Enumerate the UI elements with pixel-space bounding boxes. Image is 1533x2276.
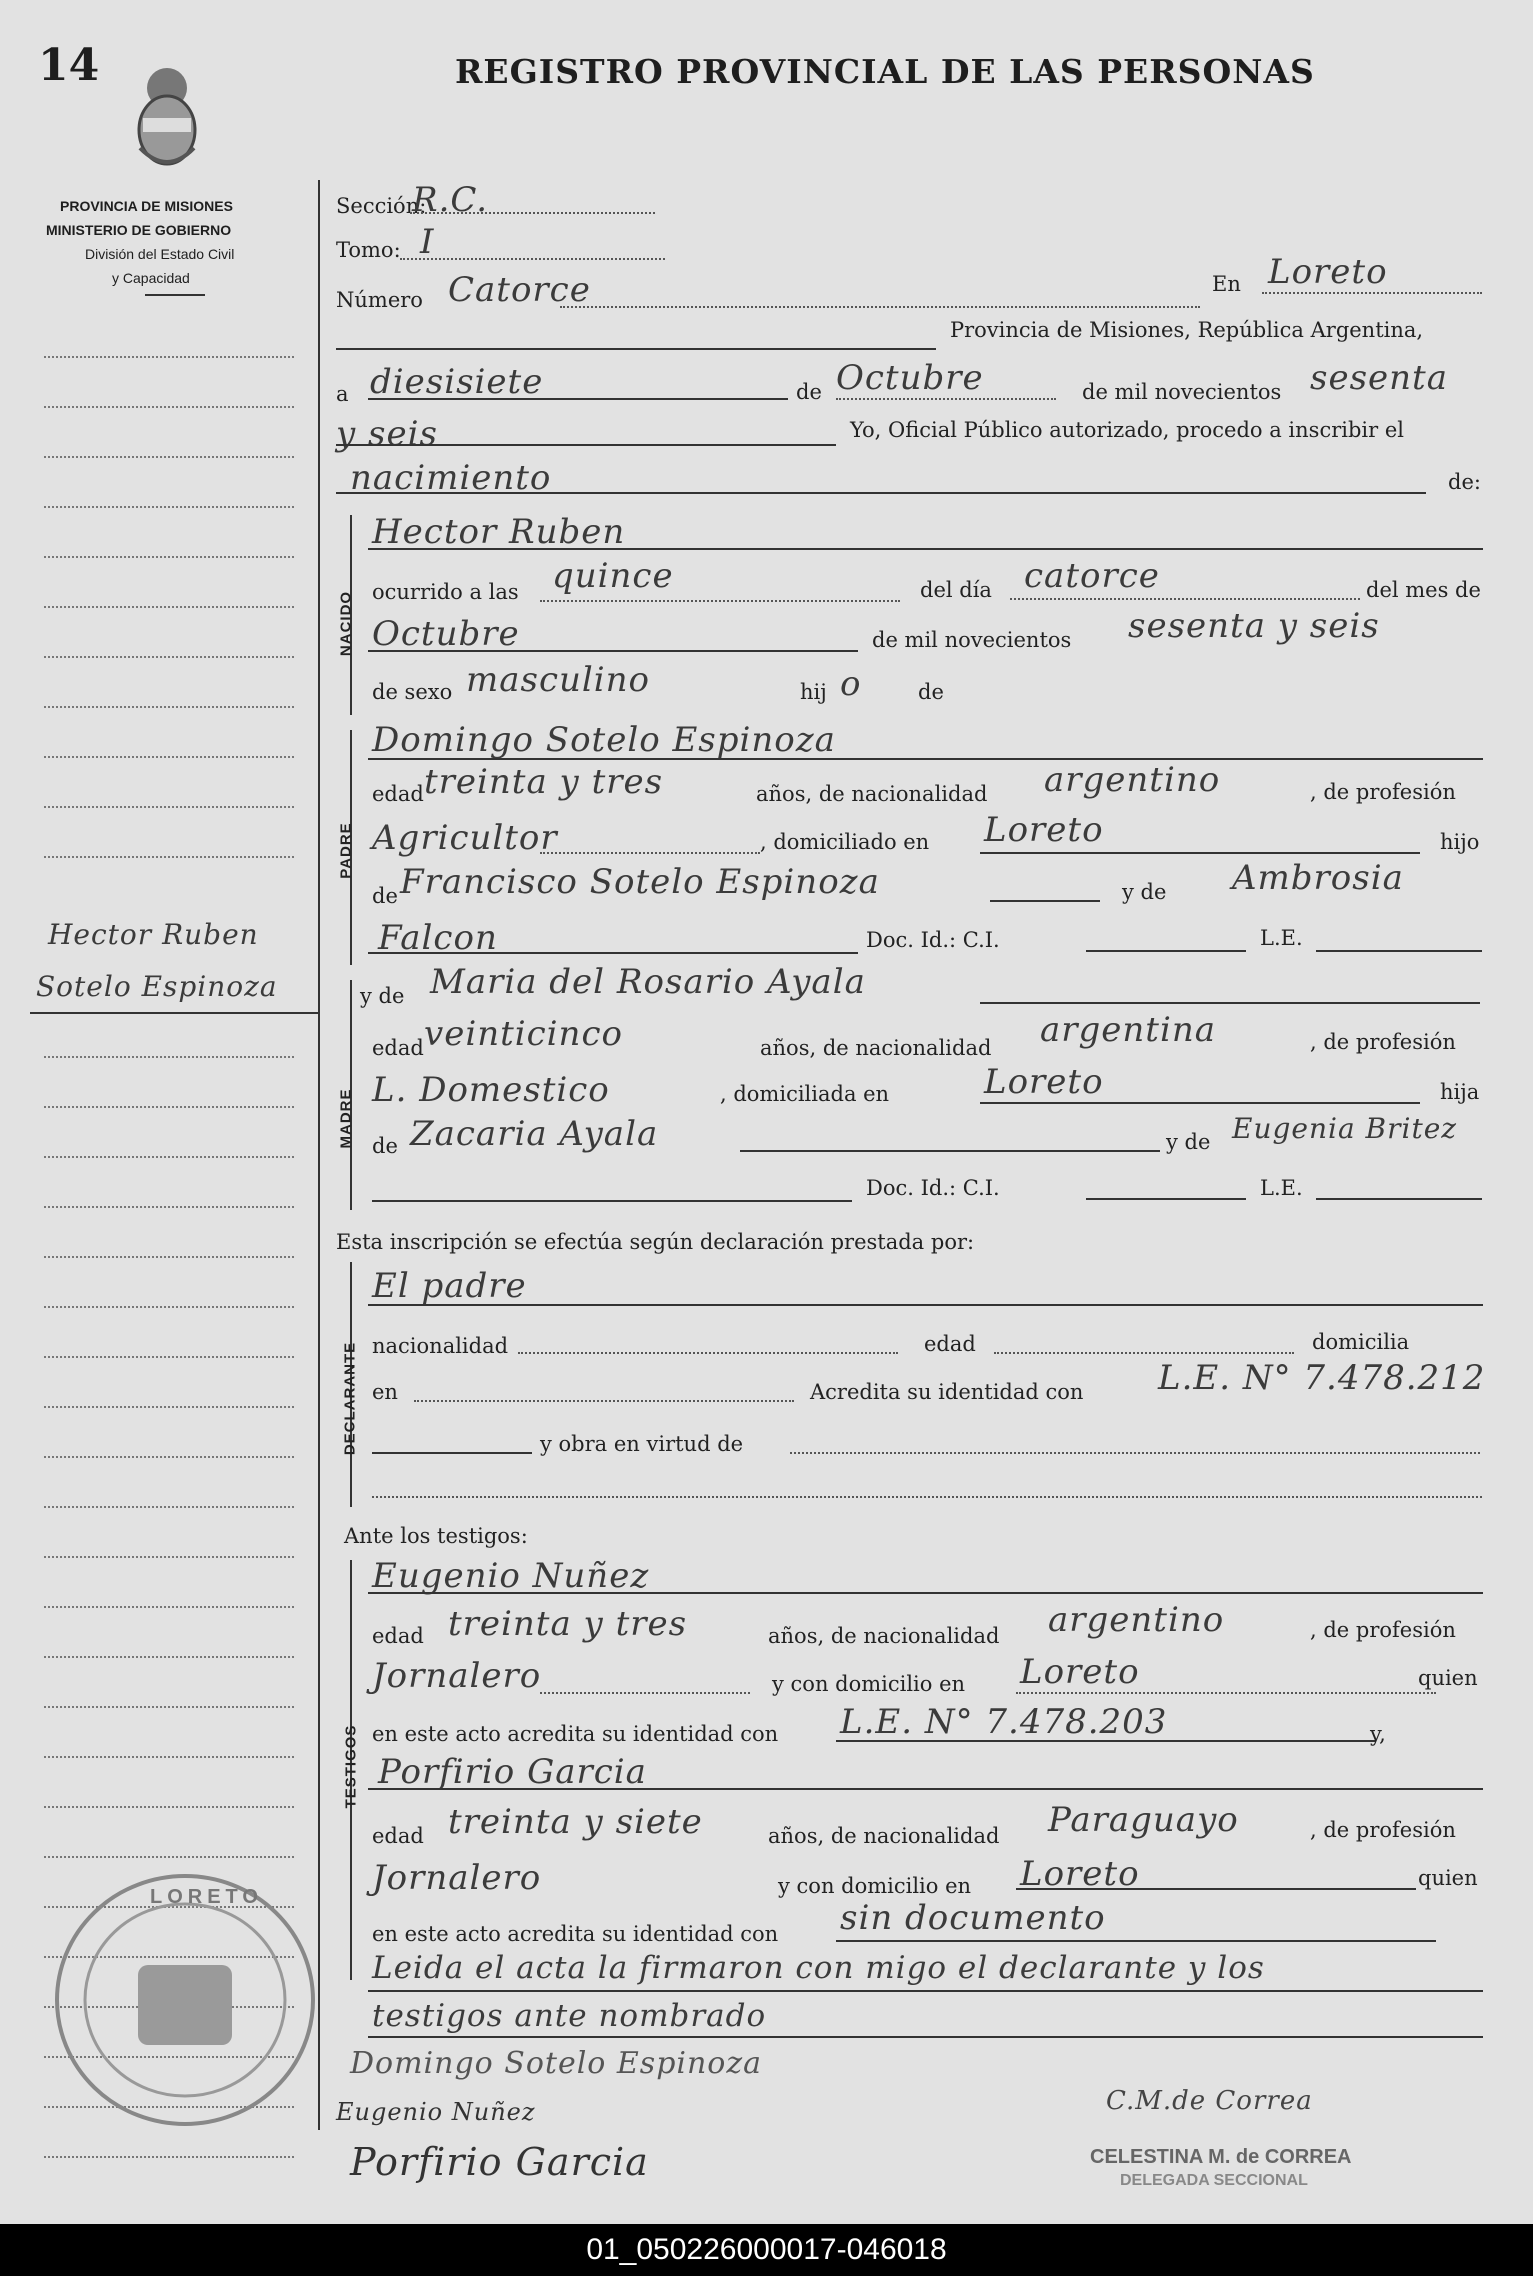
acto-value: nacimiento <box>350 458 552 498</box>
margin-note-name: Hector Ruben <box>48 918 259 951</box>
decl-edad-label: edad <box>924 1332 976 1356</box>
padre-nac-value: argentino <box>1044 760 1221 800</box>
t2-quien-label: quien <box>1418 1866 1478 1890</box>
tomo-label: Tomo: <box>336 238 401 262</box>
margin-rule-line <box>44 656 294 658</box>
nombre-value: Hector Ruben <box>372 512 626 552</box>
margin-rule-line <box>44 356 294 358</box>
madre-dom-label: , domiciliada en <box>720 1082 890 1106</box>
hora-value: quince <box>552 556 674 596</box>
margin-rule-line <box>44 706 294 708</box>
margin-rule-line <box>44 1556 294 1558</box>
document-title: REGISTRO PROVINCIAL DE LAS PERSONAS <box>455 52 1315 91</box>
sexo-label: de sexo <box>372 680 453 704</box>
testigos-side-label: TESTIGOS <box>342 1724 360 1809</box>
testigo1-line <box>368 1592 1483 1594</box>
margin-rule-line <box>44 806 294 808</box>
anio-nac-value: sesenta y seis <box>1128 606 1380 646</box>
anio2-value: y seis <box>336 414 438 454</box>
numero-label: Número <box>336 288 423 312</box>
t2-dom-line <box>1016 1888 1416 1890</box>
signature-domingo: Domingo Sotelo Espinoza <box>350 2046 763 2081</box>
acredita-label: Acredita su identidad con <box>810 1380 1084 1404</box>
lugar-value: Loreto <box>1268 252 1388 292</box>
padre-ci-line <box>1086 950 1246 952</box>
abuelo-m-value: Zacaria Ayala <box>410 1114 659 1154</box>
abuelo-m-line <box>740 1150 1160 1152</box>
t2-doc-line <box>836 1940 1436 1942</box>
testigo2-value: Porfirio Garcia <box>378 1752 647 1792</box>
madre-prof-value: L. Domestico <box>372 1070 610 1110</box>
mes-nac-line <box>368 650 858 652</box>
margin-rule-line <box>44 1406 294 1408</box>
margin-rule-line <box>44 756 294 758</box>
provincia-label: Provincia de Misiones, República Argentina, <box>950 318 1424 342</box>
mes-line <box>836 398 1056 400</box>
seccion-line <box>410 212 655 214</box>
provincia-line <box>336 348 936 350</box>
declarante-label: DECLARANTE <box>341 1341 359 1456</box>
lectura-line-2-rule <box>368 2036 1483 2038</box>
hora-line <box>540 600 900 602</box>
margin-rule-line <box>44 1656 294 1658</box>
declarante-doc-value: L.E. N° 7.478.212 <box>1158 1358 1486 1398</box>
hija-label: hija <box>1440 1080 1480 1104</box>
image-id-footer: 01_050226000017-046018 <box>0 2224 1533 2276</box>
dia-line <box>368 398 788 400</box>
padre-doc-label: Doc. Id.: C.I. <box>866 928 1000 952</box>
margin-rule-line <box>44 1606 294 1608</box>
officer-stamp-name: CELESTINA M. de CORREA <box>1090 2146 1352 2168</box>
madre-ci-line <box>1086 1198 1246 1200</box>
madre-nac-value: argentina <box>1040 1010 1217 1050</box>
margin-rule-line <box>44 506 294 508</box>
t1-prof-line <box>540 1692 750 1694</box>
madre-label: MADRE <box>337 1088 355 1149</box>
t2-doc-value: sin documento <box>840 1898 1106 1938</box>
t1-edad-value: treinta y tres <box>448 1604 688 1644</box>
seccion-label: Sección: <box>336 194 427 218</box>
mes-value: Octubre <box>836 358 984 398</box>
hij-label: hij <box>800 680 827 704</box>
t1-nac-value: argentino <box>1048 1600 1225 1640</box>
numero-line <box>560 306 1200 308</box>
hij-suffix: o <box>840 664 862 704</box>
en-label: En <box>1212 272 1241 296</box>
t1-edad-label: edad <box>372 1624 424 1648</box>
padre-dom-value: Loreto <box>984 810 1104 850</box>
testigo2-line <box>368 1788 1483 1790</box>
padre-prof-value: Agricultor <box>372 818 558 858</box>
t1-acredita-label: en este acto acredita su identidad con <box>372 1722 779 1746</box>
lectura-line-1: Leida el acta la firmaron con migo el declarante y los <box>372 1950 1265 1986</box>
hijo-label: hijo <box>1440 830 1480 854</box>
padre-prof-label: , de profesión <box>1310 780 1456 804</box>
margin-rule-line <box>44 606 294 608</box>
padre-dom-label: , domiciliado en <box>760 830 930 854</box>
decl-nac-line <box>518 1352 898 1354</box>
padre-anos-label: años, de nacionalidad <box>756 782 988 806</box>
madre-edad-label: edad <box>372 1036 424 1060</box>
page-number: 14 <box>38 40 100 91</box>
testigos-label: Ante los testigos: <box>344 1524 528 1548</box>
t2-acredita-label: en este acto acredita su identidad con <box>372 1922 779 1946</box>
nombre-line <box>368 548 1483 550</box>
office-line-4: y Capacidad <box>112 270 190 286</box>
hij-de-label: de <box>918 680 944 704</box>
seal-text: LORETO <box>150 1886 263 1908</box>
fecha-de-label: de <box>796 380 822 404</box>
lectura-line-2: testigos ante nombrado <box>372 1998 767 2034</box>
tomo-line <box>400 258 665 260</box>
padre-le-line <box>1316 950 1482 952</box>
officer-stamp-title: DELEGADA SECCIONAL <box>1120 2172 1308 2189</box>
fecha-a-label: a <box>336 382 349 406</box>
margin-rule-line <box>44 1306 294 1308</box>
declarante-line <box>368 1304 1483 1306</box>
madre-edad-value: veinticinco <box>424 1014 623 1054</box>
seccion-value: R.C. <box>412 180 489 220</box>
abuela-p1-value: Ambrosia <box>1232 858 1404 898</box>
madre-prof-label: , de profesión <box>1310 1030 1456 1054</box>
office-line-2: MINISTERIO DE GOBIERNO <box>46 222 232 238</box>
signature-eugenio: Eugenio Nuñez <box>336 2098 536 2126</box>
madre-le-line <box>1316 1198 1482 1200</box>
madre-nombre-value: Maria del Rosario Ayala <box>430 962 866 1002</box>
abuela-p2-value: Falcon <box>378 918 498 958</box>
t2-prof-label: , de profesión <box>1310 1818 1456 1842</box>
abuela-m-value: Eugenia Britez <box>1232 1112 1458 1145</box>
t1-dom-value: Loreto <box>1020 1652 1140 1692</box>
margin-rule-line <box>44 1456 294 1458</box>
margin-rule-line <box>44 456 294 458</box>
padre-nombre-value: Domingo Sotelo Espinoza <box>372 720 836 760</box>
numero-value: Catorce <box>448 270 591 310</box>
t2-edad-label: edad <box>372 1824 424 1848</box>
decl-nac-label: nacionalidad <box>372 1334 509 1358</box>
abuelo-p-value: Francisco Sotelo Espinoza <box>400 862 880 902</box>
decl-dom-label: domicilia <box>1312 1330 1410 1354</box>
yo-oficial-label: Yo, Oficial Público autorizado, procedo a inscribir el <box>850 418 1404 442</box>
del-dia-label: del día <box>920 578 992 602</box>
margin-separator <box>318 180 320 2130</box>
registry-seal-icon <box>50 1870 320 2130</box>
t2-nac-value: Paraguayo <box>1048 1800 1239 1840</box>
margin-rule-line <box>44 1706 294 1708</box>
t2-dom-label: y con domicilio en <box>778 1874 972 1898</box>
t1-dom-label: y con domicilio en <box>772 1672 966 1696</box>
decl-edad-line <box>994 1352 1294 1354</box>
t1-prof-label: , de profesión <box>1310 1618 1456 1642</box>
dia-nac-line <box>1010 598 1360 600</box>
anio2-line <box>336 444 836 446</box>
margin-rule-line <box>44 1106 294 1108</box>
t1-y-label: y, <box>1370 1722 1386 1746</box>
t1-anos-label: años, de nacionalidad <box>768 1624 1000 1648</box>
padre-edad-value: treinta y tres <box>424 762 664 802</box>
madre-nombre-line <box>980 1002 1480 1004</box>
declarante-value: El padre <box>372 1266 527 1306</box>
margin-rule-line <box>44 1506 294 1508</box>
office-line-1: PROVINCIA DE MISIONES <box>60 198 233 214</box>
lugar-line <box>1262 292 1482 294</box>
del-mes-label: del mes de <box>1366 578 1481 602</box>
t1-quien-label: quien <box>1418 1666 1478 1690</box>
t2-anos-label: años, de nacionalidad <box>768 1824 1000 1848</box>
dia-value: diesisiete <box>370 362 544 402</box>
margin-note-surname: Sotelo Espinoza <box>36 970 278 1003</box>
t2-dom-value: Loreto <box>1020 1854 1140 1894</box>
mes-nac-value: Octubre <box>372 614 520 654</box>
de-mil-label: de mil novecientos <box>1082 380 1282 404</box>
de-colon-label: de: <box>1448 470 1481 494</box>
margin-rule-line <box>44 1256 294 1258</box>
decl-obra-line1 <box>372 1452 532 1454</box>
signature-officer: C.M.de Correa <box>1106 2086 1313 2116</box>
madre-dom-value: Loreto <box>984 1062 1104 1102</box>
margin-rule-line <box>44 1856 294 1858</box>
margin-rule-line <box>44 1156 294 1158</box>
madre-anos-label: años, de nacionalidad <box>760 1036 992 1060</box>
acto-line <box>336 492 1426 494</box>
signature-porfirio: Porfirio Garcia <box>350 2140 649 2184</box>
anio-value: sesenta <box>1310 358 1448 398</box>
t1-dom-line <box>1016 1692 1436 1694</box>
madre-yde-label: y de <box>360 984 405 1008</box>
abuelo-m-de-label: de <box>372 1134 398 1158</box>
lectura-line-1-rule <box>368 1990 1483 1992</box>
t1-doc-value: L.E. N° 7.478.203 <box>840 1702 1168 1742</box>
nacido-label: NACIDO <box>337 590 355 657</box>
decl-en-label: en <box>372 1380 398 1404</box>
testigo1-value: Eugenio Nuñez <box>372 1556 650 1596</box>
tomo-value: I <box>420 222 435 262</box>
margin-rule-line <box>44 1206 294 1208</box>
margin-note-underline <box>30 1012 320 1014</box>
de-mil2-label: de mil novecientos <box>872 628 1072 652</box>
padre-label: PADRE <box>337 822 355 879</box>
madre-doc-line <box>372 1200 852 1202</box>
office-underline <box>145 294 205 296</box>
abuelo-p-line <box>990 900 1100 902</box>
abuela-p2-line <box>368 952 858 954</box>
t2-edad-value: treinta y siete <box>448 1802 703 1842</box>
abuelo-p-de-label: de <box>372 884 398 908</box>
padre-dom-line <box>980 852 1420 854</box>
decl-extra-line <box>372 1496 1482 1498</box>
madre-doc-label: Doc. Id.: C.I. <box>866 1176 1000 1200</box>
margin-rule-line <box>44 1056 294 1058</box>
margin-rule-line <box>44 856 294 858</box>
office-line-3: División del Estado Civil <box>85 246 235 262</box>
margin-rule-line <box>44 1756 294 1758</box>
margin-rule-line <box>44 1356 294 1358</box>
padre-prof-line <box>540 852 760 854</box>
t1-doc-line <box>836 1740 1376 1742</box>
decl-obra-line2 <box>790 1452 1480 1454</box>
padre-edad-label: edad <box>372 782 424 806</box>
madre-le-label: L.E. <box>1260 1176 1303 1200</box>
obra-label: y obra en virtud de <box>540 1432 744 1456</box>
t2-prof-value: Jornalero <box>372 1858 542 1898</box>
margin-rule-line <box>44 556 294 558</box>
margin-rule-line <box>44 2156 294 2158</box>
ocurrido-label: ocurrido a las <box>372 580 519 604</box>
decl-en-line <box>414 1400 794 1402</box>
margin-rule-line <box>44 406 294 408</box>
inscripcion-label: Esta inscripción se efectúa según declaración prestada por: <box>336 1230 975 1254</box>
coat-of-arms-icon <box>130 58 204 176</box>
margin-rule-line <box>44 1806 294 1808</box>
abuela-p-yde-label: y de <box>1122 880 1167 904</box>
abuela-m-yde-label: y de <box>1166 1130 1211 1154</box>
sexo-value: masculino <box>466 660 651 700</box>
dia-nac-value: catorce <box>1024 556 1160 596</box>
padre-nombre-line <box>368 758 1483 760</box>
t1-prof-value: Jornalero <box>372 1656 542 1696</box>
madre-dom-line <box>980 1102 1420 1104</box>
padre-le-label: L.E. <box>1260 926 1303 950</box>
